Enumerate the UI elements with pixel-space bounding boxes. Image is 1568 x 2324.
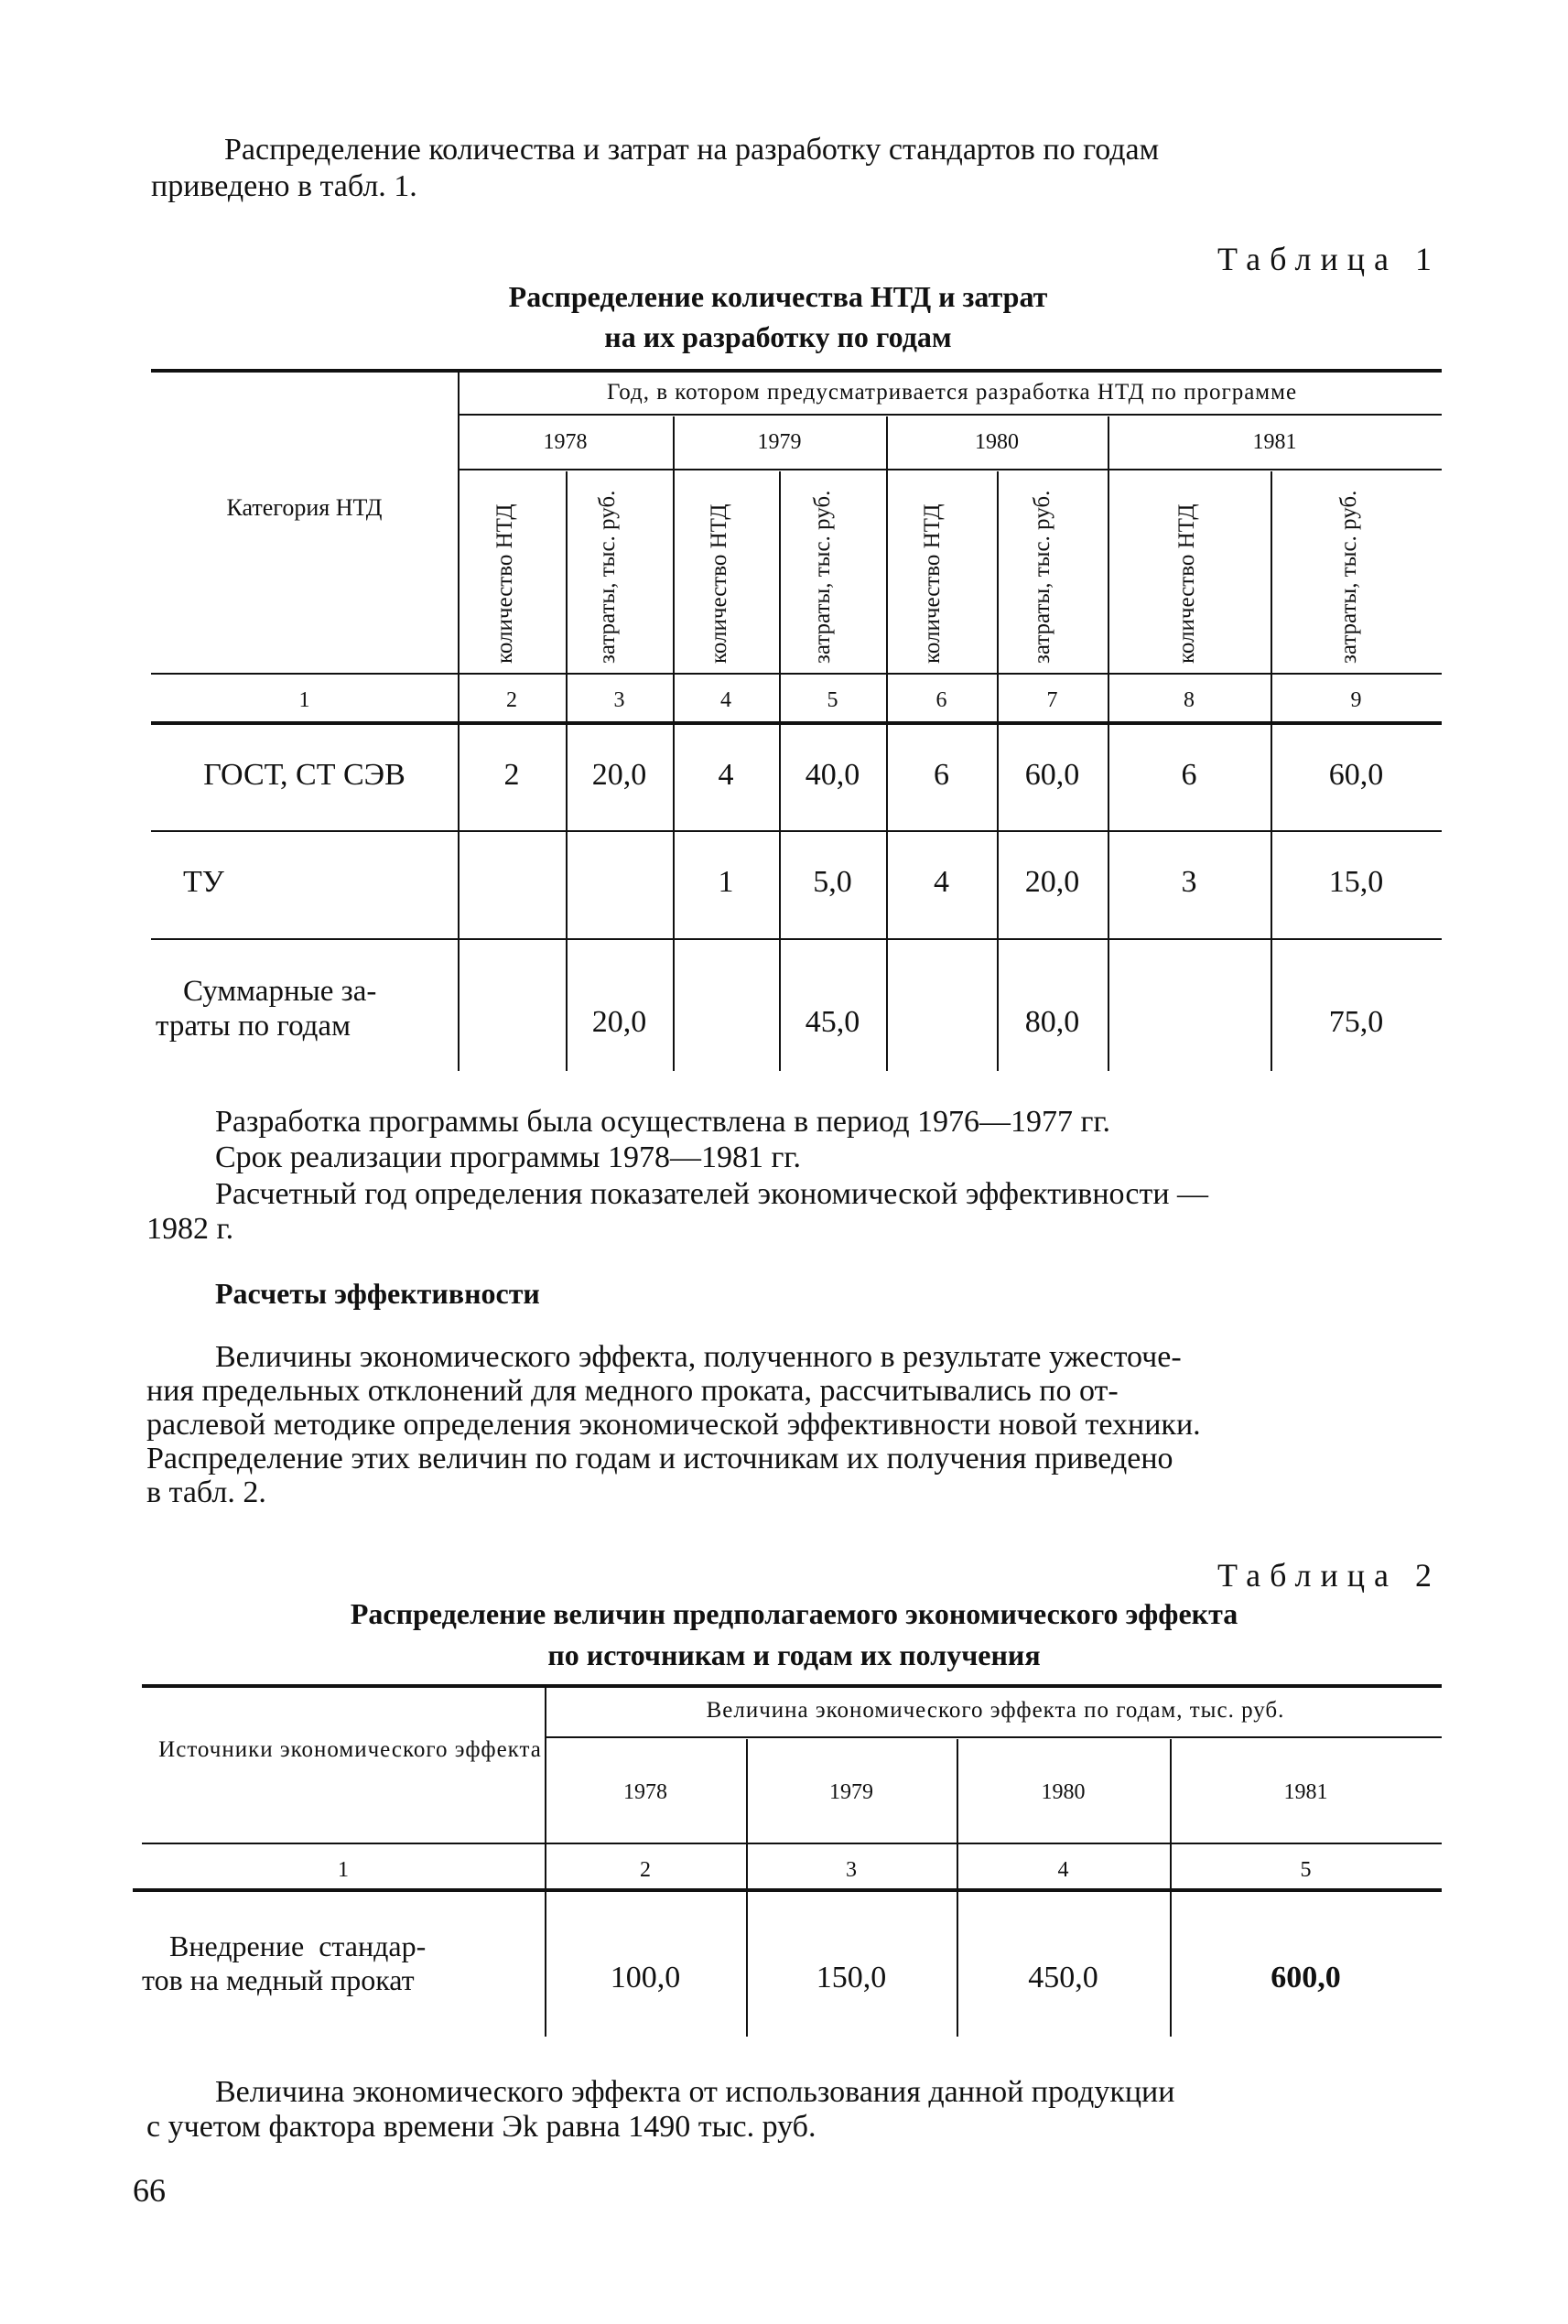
middle-line-1: Разработка программы была осуществлена в период 1976—1977 гг. — [215, 1105, 1111, 1139]
t1-row2-v5: 4 — [934, 865, 949, 899]
table2-title-1: Распределение величин предполагаемого экономического эффекта — [350, 1597, 1238, 1630]
t1-colnum-4: 4 — [720, 688, 731, 712]
para-line-5: в табл. 2. — [146, 1475, 266, 1509]
t1-row1-v3: 4 — [718, 758, 734, 792]
table2-label: Таблица 2 — [1217, 1557, 1441, 1594]
t1-row3-v6: 80,0 — [1024, 1005, 1080, 1039]
t1-row2-v3: 1 — [718, 865, 734, 899]
middle-line-3: Расчетный год определения показателей экономической эффективности — — [215, 1177, 1209, 1211]
t1-row3-name-line1: Суммарные за- — [183, 975, 377, 1008]
t2-value-1978: 100,0 — [610, 1961, 681, 1994]
table2-header-group: Величина экономического эффекта по годам, тыс. руб. — [706, 1698, 1285, 1723]
t1-sub-cost-1981: затраты, тыс. руб. — [1336, 490, 1361, 664]
t2-row-name-line2: тов на медный прокат — [142, 1963, 415, 1996]
t1-colnum-7: 7 — [1046, 688, 1058, 712]
table1-title-1: Распределение количества НТД и затрат — [508, 280, 1048, 313]
t1-colnum-2: 2 — [506, 688, 517, 712]
t1-colnum-3: 3 — [613, 688, 625, 712]
table1-label: Таблица 1 — [1217, 241, 1441, 277]
middle-line-2: Срок реализации программы 1978—1981 гг. — [215, 1140, 802, 1174]
t1-row2-v6: 20,0 — [1024, 865, 1080, 899]
para-line-4: Распределение этих величин по годам и источникам их получения приведено — [146, 1442, 1173, 1475]
para-line-2: ния предельных отклонений для медного проката, рассчитывались по от- — [146, 1374, 1119, 1408]
t2-year-1980: 1980 — [1041, 1780, 1086, 1804]
middle-line-4: 1982 г. — [146, 1212, 234, 1246]
closing-line-2: с учетом фактора времени Эk равна 1490 тыс. руб. — [146, 2110, 816, 2144]
t1-row1-v1: 2 — [503, 758, 520, 792]
t2-value-1979: 150,0 — [816, 1961, 887, 1994]
table1-year-1980: 1980 — [975, 430, 1019, 454]
t1-row1-v5: 6 — [934, 758, 949, 792]
table1-header-group: Год, в котором предусматривается разработка НТД по программе — [606, 380, 1298, 405]
section-heading: Расчеты эффективности — [215, 1277, 540, 1310]
table2-title-2: по источникам и годам их получения — [547, 1638, 1041, 1671]
t1-sub-cost-1979: затраты, тыс. руб. — [810, 490, 835, 664]
t1-row1-v2: 20,0 — [591, 758, 647, 792]
t1-row3-v8: 75,0 — [1328, 1005, 1384, 1039]
t1-row2-v8: 15,0 — [1328, 865, 1384, 899]
table1-year-1979: 1979 — [757, 430, 802, 454]
t1-sub-qty-1981: количество НТД — [1174, 503, 1199, 664]
t1-colnum-6: 6 — [935, 688, 947, 712]
intro-line-2: приведено в табл. 1. — [151, 169, 417, 203]
t1-colnum-8: 8 — [1184, 688, 1195, 712]
intro-line-1: Распределение количества и затрат на разработку стандартов по годам — [224, 133, 1160, 167]
t1-row3-v2: 20,0 — [591, 1005, 647, 1039]
closing-line-1: Величина экономического эффекта от использования данной продукции — [215, 2075, 1175, 2109]
t1-row2-name: ТУ — [183, 865, 224, 899]
t1-row3-name-line2: траты по годам — [156, 1010, 351, 1043]
t2-year-1981: 1981 — [1283, 1780, 1328, 1804]
t1-colnum-9: 9 — [1350, 688, 1362, 712]
table1-header-category: Категория НТД — [226, 494, 383, 521]
t2-value-1980: 450,0 — [1028, 1961, 1098, 1994]
para-line-3: раслевой методике определения экономической эффективности новой техники. — [146, 1408, 1201, 1442]
t2-row-name-line1: Внедрение стандар- — [169, 1929, 427, 1962]
t1-colnum-1: 1 — [298, 688, 310, 712]
t1-row1-v8: 60,0 — [1328, 758, 1384, 792]
table1-year-1978: 1978 — [543, 430, 588, 454]
t2-colnum-2: 2 — [640, 1858, 651, 1882]
t1-row2-v7: 3 — [1181, 865, 1197, 899]
t1-row1-name: ГОСТ, СТ СЭВ — [203, 758, 406, 792]
t2-colnum-1: 1 — [338, 1858, 349, 1882]
t2-year-1978: 1978 — [623, 1780, 667, 1804]
page-number: 66 — [133, 2172, 166, 2209]
t1-row1-v6: 60,0 — [1024, 758, 1080, 792]
t2-colnum-3: 3 — [846, 1858, 857, 1882]
t1-sub-cost-1978: затраты, тыс. руб. — [595, 490, 620, 664]
t2-colnum-4: 4 — [1057, 1858, 1069, 1882]
table1-year-1981: 1981 — [1252, 430, 1297, 454]
t1-sub-qty-1978: количество НТД — [492, 503, 517, 664]
para-line-1: Величины экономического эффекта, полученного в результате ужесточе- — [215, 1340, 1182, 1374]
table2-header-source: Источники экономического эффекта — [158, 1737, 542, 1762]
t1-sub-qty-1979: количество НТД — [707, 503, 731, 664]
t1-row1-v7: 6 — [1181, 758, 1197, 792]
t1-colnum-5: 5 — [827, 688, 838, 712]
t1-row1-v4: 40,0 — [805, 758, 860, 792]
t1-row2-v4: 5,0 — [813, 865, 852, 899]
t1-sub-qty-1980: количество НТД — [920, 503, 945, 664]
t2-value-1981: 600,0 — [1271, 1961, 1341, 1994]
table1-title-2: на их разработку по годам — [604, 320, 952, 353]
t1-row3-v4: 45,0 — [805, 1005, 860, 1039]
t2-colnum-5: 5 — [1300, 1858, 1312, 1882]
t1-sub-cost-1980: затраты, тыс. руб. — [1030, 490, 1054, 664]
t2-year-1979: 1979 — [829, 1780, 873, 1804]
